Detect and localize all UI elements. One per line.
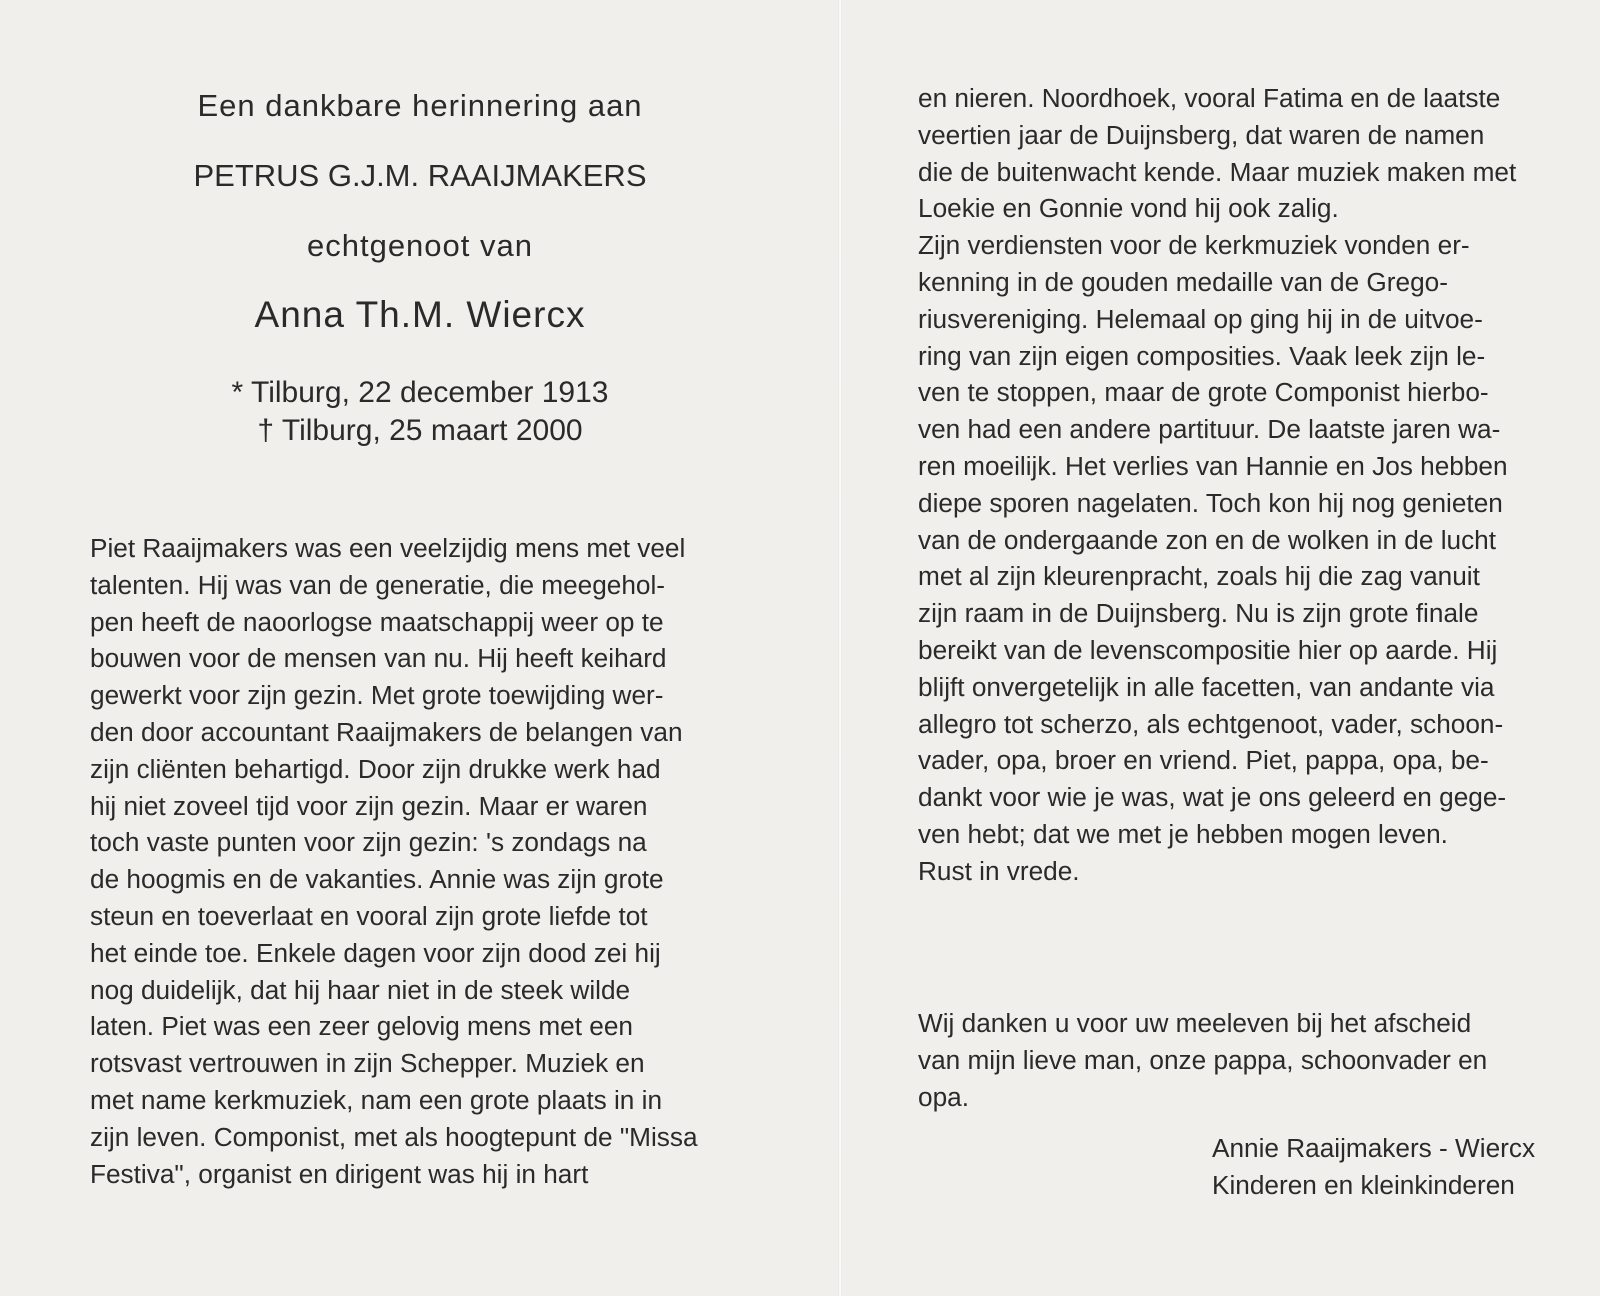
text-line: nog duidelijk, dat hij haar niet in de steek wilde: [90, 974, 631, 1005]
text-line: bouwen voor de mensen van nu. Hij heeft keihard: [90, 643, 667, 674]
text-line: pen heeft de naoorlogse maatschappij weer op te: [90, 606, 664, 637]
text-line: het einde toe. Enkele dagen voor zijn dood zei hij: [90, 937, 661, 968]
text-line: den door accountant Raaijmakers de belangen van: [90, 716, 683, 747]
text-line: zijn cliënten behartigd. Door zijn drukke werk had: [90, 753, 661, 784]
text-line: van de ondergaande zon en de wolken in de lucht: [918, 524, 1497, 555]
text-line: die de buitenwacht kende. Maar muziek maken met: [918, 156, 1517, 187]
text-line: ven te stoppen, maar de grote Componist hierbo-: [918, 377, 1489, 408]
text-line: Rust in vrede.: [918, 855, 1080, 886]
biography-right: [918, 80, 1584, 890]
text-line: diepe sporen nagelaten. Toch kon hij nog genieten: [918, 487, 1503, 518]
text-line: Festiva", organist en dirigent was hij in hart: [90, 1158, 589, 1189]
text-line: met al zijn kleurenpracht, zoals hij die zag vanuit: [918, 561, 1480, 592]
signature-block: [1212, 1130, 1535, 1204]
death-date: † Tilburg, 25 maart 2000: [257, 414, 583, 447]
text-line: ven hebt; dat we met je hebben mogen leven.: [918, 818, 1448, 849]
thanks-note: [918, 1005, 1584, 1115]
text-line: blijft onvergetelijk in alle facetten, van andante via: [918, 671, 1495, 702]
text-line: steun en toeverlaat en vooral zijn grote liefde tot: [90, 900, 648, 931]
signature-family: Kinderen en kleinkinderen: [1212, 1169, 1515, 1200]
text-line: zijn leven. Componist, met als hoogtepunt de "Missa: [90, 1121, 698, 1152]
text-line: vader, opa, broer en vriend. Piet, pappa, opa, be-: [918, 745, 1489, 776]
text-line: opa.: [918, 1081, 969, 1112]
text-line: ren moeilijk. Het verlies van Hannie en Jos hebben: [918, 450, 1508, 481]
text-line: van mijn lieve man, onze pappa, schoonvader en: [918, 1044, 1488, 1075]
text-line: zijn raam in de Duijnsberg. Nu is zijn grote finale: [918, 598, 1479, 629]
text-line: veertien jaar de Duijnsberg, dat waren de namen: [918, 119, 1485, 150]
text-line: ven had een andere partituur. De laatste jaren wa-: [918, 414, 1501, 445]
text-line: de hoogmis en de vakanties. Annie was zijn grote: [90, 864, 664, 895]
card-header: [90, 86, 750, 450]
text-line: en nieren. Noordhoek, vooral Fatima en de laatste: [918, 83, 1501, 113]
deceased-name: PETRUS G.J.M. RAAIJMAKERS: [193, 158, 647, 193]
text-line: met name kerkmuziek, nam een grote plaats in in: [90, 1084, 663, 1115]
text-line: toch vaste punten voor zijn gezin: 's zondags na: [90, 827, 647, 858]
spouse-label: echtgenoot van: [306, 228, 533, 263]
biography-left: [90, 530, 756, 1192]
text-line: rotsvast vertrouwen in zijn Schepper. Muziek en: [90, 1048, 645, 1079]
text-line: allegro tot scherzo, als echtgenoot, vader, schoon-: [918, 708, 1504, 739]
text-line: Loekie en Gonnie vond hij ook zalig.: [918, 193, 1339, 224]
text-line: Piet Raaijmakers was een veelzijdig mens met veel: [90, 533, 686, 563]
text-line: Wij danken u voor uw meeleven bij het afscheid: [918, 1008, 1472, 1038]
text-line: talenten. Hij was van de generatie, die meegehol-: [90, 569, 666, 600]
spouse-name: Anna Th.M. Wiercx: [254, 294, 586, 335]
text-line: dankt voor wie je was, wat je ons geleerd en gege-: [918, 782, 1507, 813]
signature-name: Annie Raaijmakers - Wiercx: [1212, 1133, 1536, 1163]
text-line: riusvereniging. Helemaal op ging hij in de uitvoe-: [918, 303, 1483, 334]
text-line: gewerkt voor zijn gezin. Met grote toewijding wer-: [90, 680, 664, 711]
text-line: Zijn verdiensten voor de kerkmuziek vonden er-: [918, 230, 1470, 261]
text-line: hij niet zoveel tijd voor zijn gezin. Maar er waren: [90, 790, 648, 821]
text-line: laten. Piet was een zeer gelovig mens met een: [90, 1011, 633, 1042]
text-line: ring van zijn eigen composities. Vaak leek zijn le-: [918, 340, 1486, 371]
text-line: bereikt van de levenscompositie hier op aarde. Hij: [918, 634, 1498, 665]
life-dates: [90, 374, 750, 450]
intro-line: Een dankbare herinnering aan: [197, 88, 643, 123]
text-line: kenning in de gouden medaille van de Grego-: [918, 266, 1448, 297]
birth-date: * Tilburg, 22 december 1913: [231, 376, 609, 409]
